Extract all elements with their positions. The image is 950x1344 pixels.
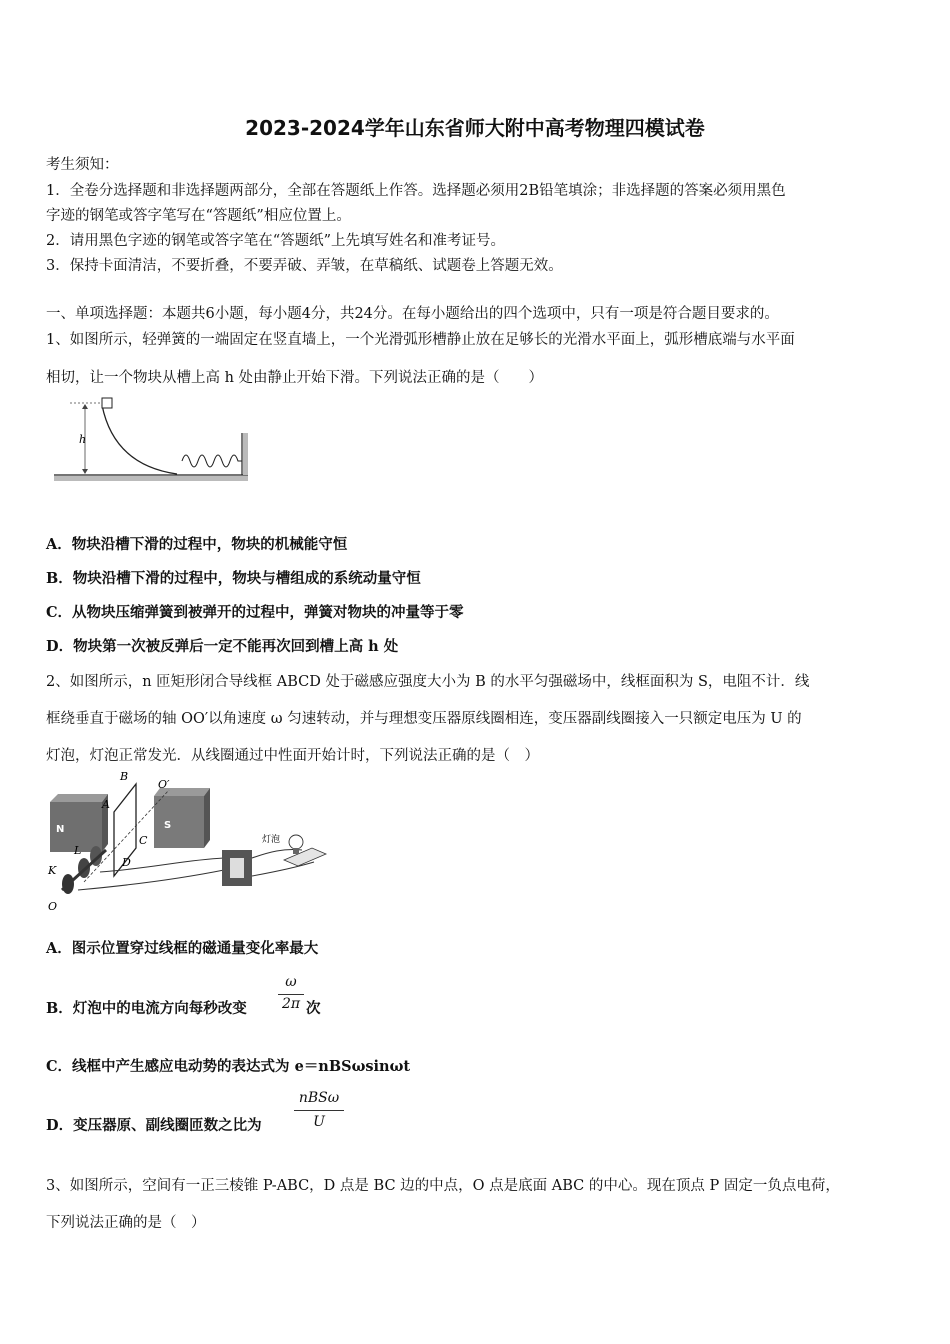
svg-text:K: K (48, 864, 57, 877)
q1-figure (52, 395, 252, 485)
page-title: 2023-2024学年山东省师大附中高考物理四模试卷 (245, 116, 705, 140)
q2-option-a: A．图示位置穿过线框的磁通量变化率最大 (46, 940, 319, 957)
q1-option-c: C．从物块压缩弹簧到被弹开的过程中，弹簧对物块的冲量等于零 (46, 604, 464, 621)
svg-text:L: L (74, 844, 82, 857)
q2-option-c: C．线框中产生感应电动势的表达式为 e＝nBSωsinωt (46, 1058, 411, 1075)
q1-option-b: B．物块沿槽下滑的过程中，物块与槽组成的系统动量守恒 (46, 570, 421, 587)
notice-line-2: 字迹的钢笔或答字笔写在“答题纸”相应位置上。 (46, 208, 351, 224)
q3-stem-line-1: 3、如图所示，空间有一正三棱锥 P-ABC，D 点是 BC 边的中点，O 点是底面 ABC 的中心。现在顶点 P 固定一负点电荷， (46, 1178, 840, 1194)
fraction-omega-over-2pi: ω 2π (278, 974, 304, 1018)
slip-rings (62, 846, 106, 894)
height-label: h (79, 433, 87, 446)
svg-text:B: B (120, 772, 129, 783)
q2-option-b: B．灯泡中的电流方向每秒改变 (46, 1000, 247, 1017)
q2-option-b-suffix: 次 (306, 1000, 321, 1017)
svg-text:O′: O′ (158, 778, 170, 791)
q1-stem-line-1: 1、如图所示，轻弹簧的一端固定在竖直墙上，一个光滑弧形槽静止放在足够长的光滑水平面上，弧形槽底端与水平面 (46, 332, 795, 348)
svg-text:N: N (56, 824, 65, 835)
notice-line-3: 2．请用黑色字迹的钢笔或答字笔在“答题纸”上先填写姓名和准考证号。 (46, 233, 506, 249)
fraction-nbsomega-over-u: nBSω U (294, 1090, 344, 1136)
svg-text:A: A (102, 798, 110, 811)
block (102, 398, 112, 408)
transformer (222, 850, 252, 886)
q2-figure (44, 772, 334, 912)
notice-heading: 考生须知： (46, 157, 119, 173)
q1-stem-line-2: 相切，让一个物块从槽上高 h 处由静止开始下滑。下列说法正确的是（ ） (46, 370, 544, 386)
q1-option-d: D．物块第一次被反弹后一定不能再次回到槽上高 h 处 (46, 638, 399, 655)
svg-text:C: C (139, 834, 148, 847)
spring (182, 455, 242, 467)
notice-line-1: 1．全卷分选择题和非选择题两部分，全部在答题纸上作答。选择题必须用2B铅笔填涂；非选择题的答案必须用黑色 (46, 183, 786, 199)
q2-option-d: D．变压器原、副线圈匝数之比为 (46, 1117, 262, 1134)
q2-stem-line-3: 灯泡，灯泡正常发光．从线圈通过中性面开始计时，下列说法正确的是（ ） (46, 748, 539, 764)
wall (242, 433, 248, 475)
svg-text:O: O (48, 900, 58, 912)
ground-hatch (54, 475, 248, 481)
q2-stem-line-1: 2、如图所示，n 匝矩形闭合导线框 ABCD 处于磁感应强度大小为 B 的水平匀强磁场中，线框面积为 S，电阻不计．线 (46, 674, 810, 690)
svg-text:D: D (122, 856, 131, 869)
q1-option-a: A．物块沿槽下滑的过程中，物块的机械能守恒 (46, 536, 348, 553)
notice-line-4: 3．保持卡面清洁，不要折叠，不要弄破、弄皱，在草稿纸、试题卷上答题无效。 (46, 258, 563, 274)
lamp-label: 灯泡 (262, 835, 281, 845)
lamp-icon (284, 835, 326, 866)
q3-stem-line-2: 下列说法正确的是（ ） (46, 1215, 206, 1231)
svg-text:S: S (164, 820, 172, 831)
q2-stem-line-2: 框绕垂直于磁场的轴 OO′以角速度 ω 匀速转动，并与理想变压器原线圈相连，变压器副线圈接入一只额定电压为 U 的 (46, 711, 802, 727)
section-heading: 一、单项选择题：本题共6小题，每小题4分，共24分。在每小题给出的四个选项中，只有一项是符合题目要求的。 (46, 306, 779, 322)
